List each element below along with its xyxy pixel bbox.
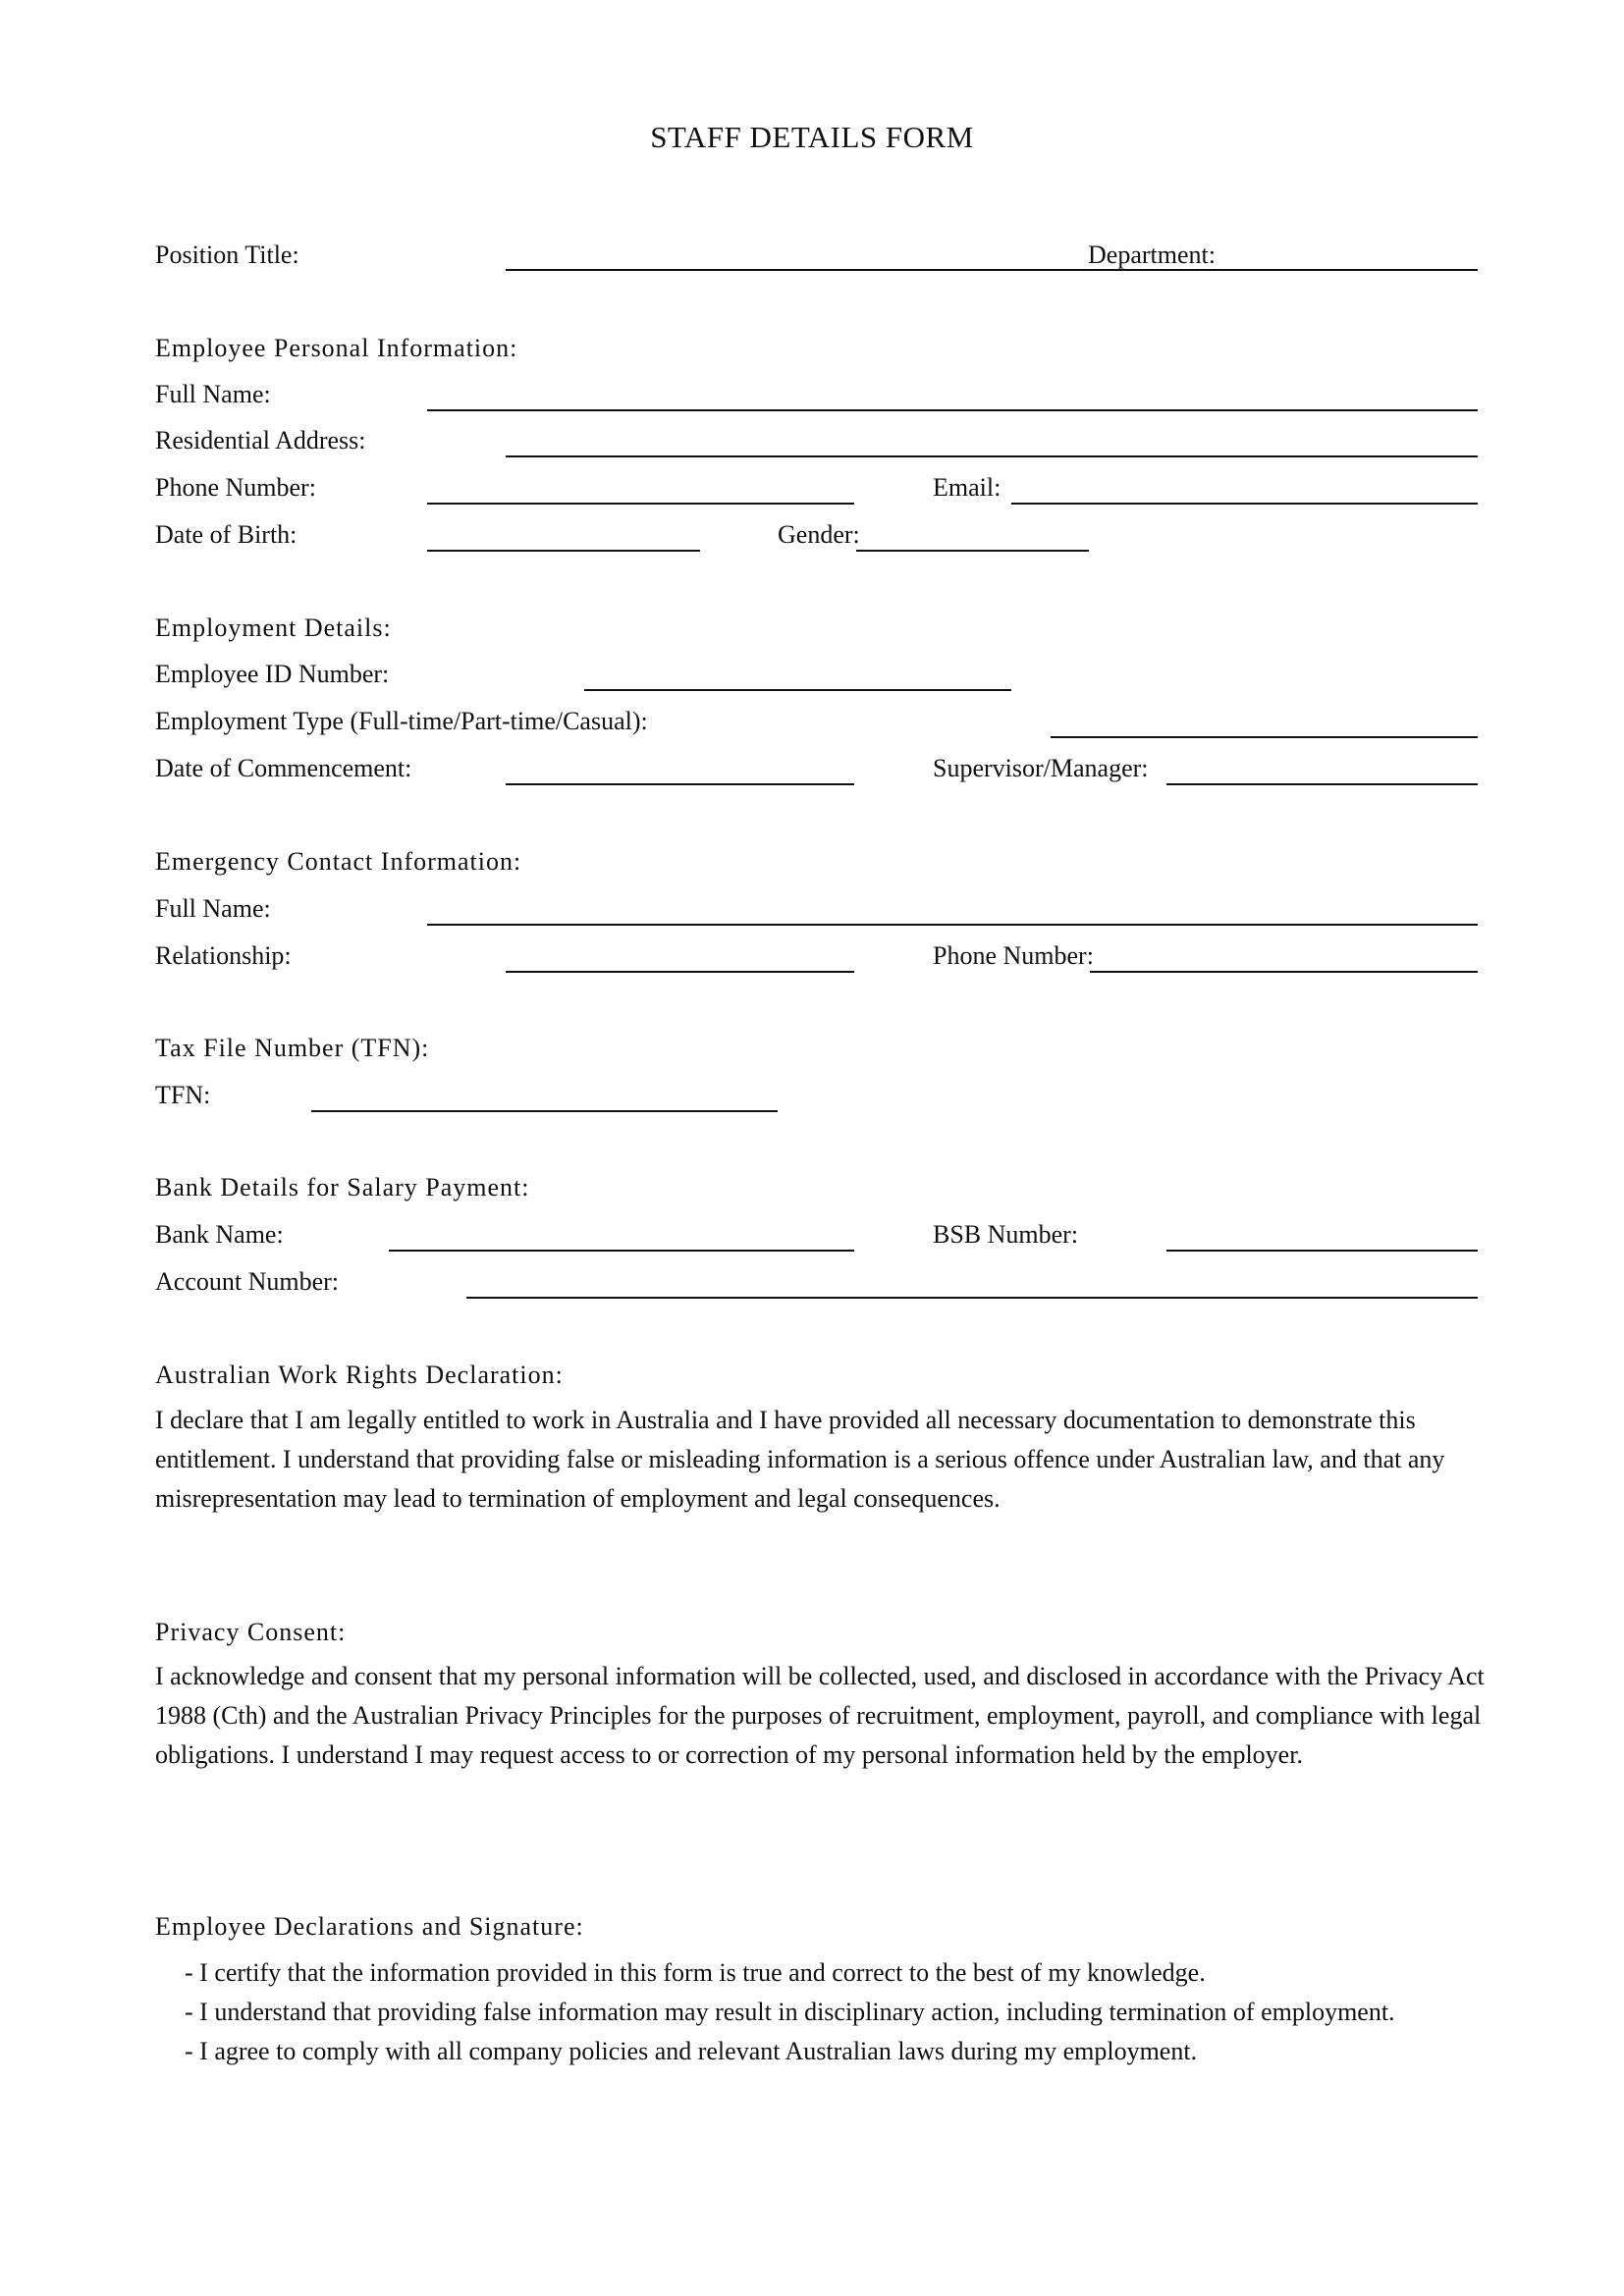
tfn-field[interactable] (311, 1110, 778, 1112)
bank-details-heading: Bank Details for Salary Payment: (155, 1173, 530, 1201)
bank-name-field[interactable] (389, 1250, 854, 1252)
full-name-field[interactable] (427, 409, 1478, 411)
bank-name-label: Bank Name: (155, 1220, 284, 1249)
employee-id-field[interactable] (584, 689, 1011, 691)
supervisor-label: Supervisor/Manager: (933, 754, 1149, 782)
tax-file-number-heading: Tax File Number (TFN): (155, 1034, 430, 1062)
privacy-consent-text: I acknowledge and consent that my personal information will be collected, used, and disclosed in accordance with the Privacy Act 1988 (Cth) and the Australian Privacy Principles for the purposes of recruitment, employment, payroll, and compliance with legal obligations. I understand I may request access to or correction of my personal information held by the employer. (155, 1662, 1485, 1769)
bsb-number-label: BSB Number: (933, 1220, 1079, 1249)
employee-id-label: Employee ID Number: (155, 660, 390, 688)
relationship-field[interactable] (506, 971, 854, 973)
personal-info-heading: Employee Personal Information: (155, 334, 518, 362)
declaration-item: - I understand that providing false information may result in disciplinary action, including termination of employment. (185, 1998, 1395, 2026)
supervisor-field[interactable] (1166, 783, 1478, 785)
commencement-date-label: Date of Commencement: (155, 754, 412, 782)
tfn-label: TFN: (155, 1081, 211, 1109)
phone-number-field[interactable] (427, 503, 854, 505)
employment-type-field[interactable] (1051, 736, 1478, 738)
declaration-item: - I agree to comply with all company policies and relevant Australian laws during my employment. (185, 2037, 1198, 2065)
email-field[interactable] (1011, 503, 1478, 505)
privacy-consent-heading: Privacy Consent: (155, 1618, 347, 1646)
emergency-full-name-label: Full Name: (155, 894, 271, 923)
form-title: STAFF DETAILS FORM (650, 120, 974, 154)
gender-label: Gender: (778, 520, 860, 549)
gender-field[interactable] (856, 550, 1089, 552)
residential-address-field[interactable] (506, 455, 1478, 457)
declarations-heading: Employee Declarations and Signature: (155, 1912, 584, 1941)
department-label: Department: (1088, 240, 1216, 269)
position-department-field[interactable] (506, 269, 1478, 271)
phone-number-label: Phone Number: (155, 473, 316, 502)
emergency-contact-heading: Emergency Contact Information: (155, 847, 522, 876)
full-name-label: Full Name: (155, 380, 271, 408)
relationship-label: Relationship: (155, 941, 292, 970)
commencement-date-field[interactable] (506, 783, 854, 785)
employment-type-label: Employment Type (Full-time/Part-time/Casual): (155, 707, 648, 735)
email-label: Email: (933, 473, 1001, 502)
date-of-birth-label: Date of Birth: (155, 520, 298, 549)
work-rights-heading: Australian Work Rights Declaration: (155, 1361, 564, 1389)
declaration-item: - I certify that the information provided in this form is true and correct to the best of my knowledge. (185, 1958, 1206, 1987)
emergency-phone-label: Phone Number: (933, 941, 1094, 970)
account-number-label: Account Number: (155, 1267, 340, 1296)
employment-details-heading: Employment Details: (155, 614, 392, 642)
work-rights-text: I declare that I am legally entitled to work in Australia and I have provided all necessary documentation to demonstrate this entitlement. I understand that providing false or misleading information is a serious offence under Australian law, and that any misrepresentation may lead to termination of employment and legal consequences. (155, 1406, 1445, 1513)
emergency-phone-field[interactable] (1090, 971, 1478, 973)
emergency-full-name-field[interactable] (427, 924, 1478, 926)
position-title-label: Position Title: (155, 240, 299, 269)
account-number-field[interactable] (466, 1297, 1478, 1299)
date-of-birth-field[interactable] (427, 550, 700, 552)
residential-address-label: Residential Address: (155, 426, 366, 454)
bsb-number-field[interactable] (1166, 1250, 1478, 1252)
